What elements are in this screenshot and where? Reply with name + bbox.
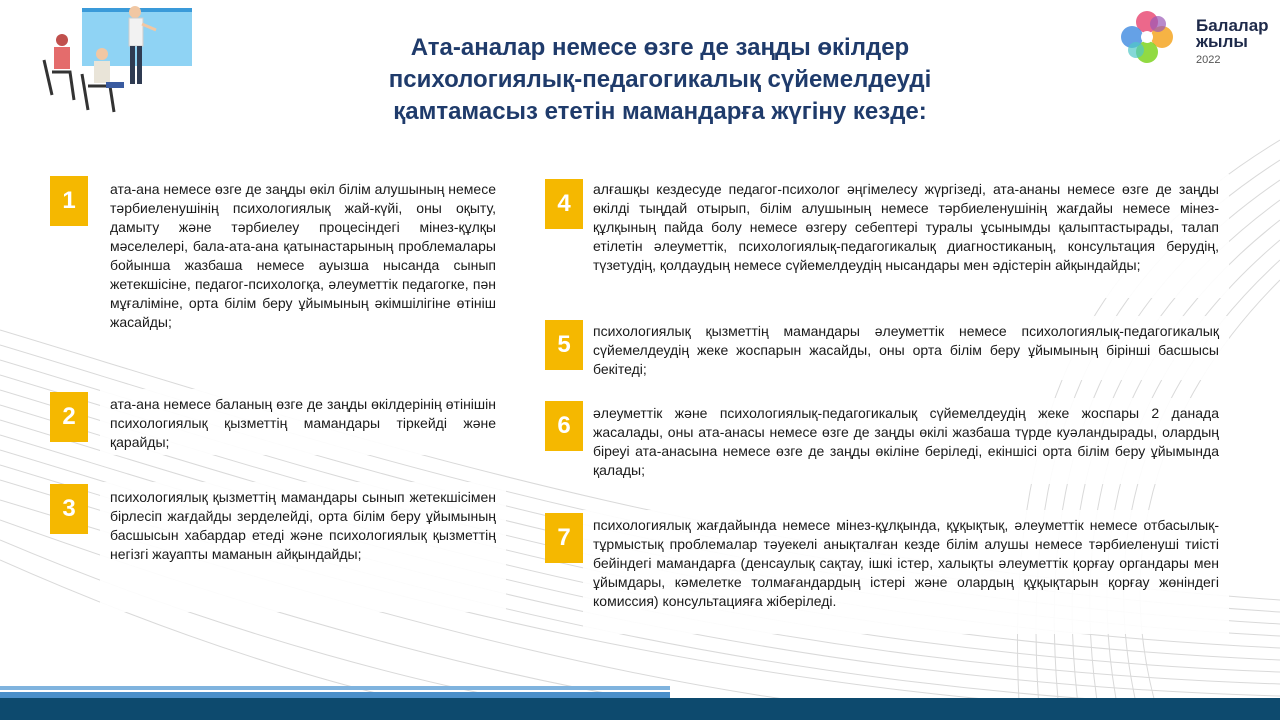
step-text-3: психологиялық қызметтің мамандары сынып жетекшісімен бірлесіп жағдайды зерделейді, орта білім беру ұйымының басшысын хабардар етеді және психологиялық қызметтің негізгі жауапты маманын айқындайды; [100, 482, 506, 612]
step-text-2: ата-ана немесе баланың өзге де заңды өкілдерінің өтінішін психологиялық қызметтің мамандары тіркейді және қарайды; [100, 389, 506, 455]
page-title [300, 32, 1020, 128]
logo-year: 2022 [1196, 54, 1221, 66]
step-number-4: 4 [545, 179, 583, 229]
title-line-1: Ата-аналар немесе өзге де заңды өкілдер [410, 34, 910, 61]
bottom-bar [0, 698, 1280, 720]
balalar-zhyly-logo [1118, 8, 1278, 72]
step-number-2: 2 [50, 392, 88, 442]
logo-line-2: жылы [1196, 32, 1248, 51]
step-text-7: психологиялық жағдайында немесе мінез-құлқында, құқықтық, әлеуметтік немесе отбасылық-тұрмыстық проблемалар тәуекелі анықталған кезде білім алушы немесе тәрбиеленуші тиісті бейіндегі мамандарға (денсаулық сақтау, ішкі істер, халықты әлеуметтік қорғау органдары мен ұйымдары, кәмелетке толмағандардың істері және олардың құқықтарын қорғау жөніндегі комиссия) консультацияға жіберіледі. [583, 510, 1229, 634]
step-number-5: 5 [545, 320, 583, 370]
logo-line-1: Балалар [1196, 16, 1269, 35]
logo-flower-icon [1118, 8, 1176, 66]
parents-consultation-illustration [30, 0, 220, 125]
step-text-4: алғашқы кездесуде педагог-психолог әңгімелесу жүргізеді, ата-ананы немесе өзге де заңды өкілді тыңдай отырып, білім алушының немесе тәрбиеленушінің жағдайы немесе мінез-құлқының пайда болу немесе өзгеру себептері туралы ұсынымды қалыптастырады, талап етілетін әлеуметтік, психологиялық-педагогикалық диагностиканың, консультация берудің, түзетудің, қолдаудың немесе сүйемелдеудің нысандары мен әдістерін айқындайды; [583, 174, 1229, 298]
bottom-accent-light [0, 686, 670, 690]
step-text-1: ата-ана немесе өзге де заңды өкіл білім алушының немесе тәрбиеленушінің психологиялық жай-күйі, оны оқыту, дамыту және тәрбиелеу процесіндегі мінез-құлқы мәселелері, бала-ата-ана қатынастарының проблемалары бойынша жазбаша немесе ауызша нысанда сынып жетекшісіне, педагог-психологқа, әлеуметтік педагогке, пән мұғаліміне, орта білім беру ұйымының әкімшілігіне өтініш жасайды; [100, 174, 506, 350]
step-text-6: әлеуметтік және психологиялық-педагогикалық сүйемелдеудің жеке жоспары 2 данада жасалады, оны ата-анасы немесе өзге де заңды өкілі жазбаша түрде куәландырады, олардың біреуі ата-анасына немесе өзге де заңды өкіліне беріледі, екіншісі орта білім беру ұйымында қалады; [583, 398, 1229, 484]
step-number-1: 1 [50, 176, 88, 226]
title-line-2: психологиялық-педагогикалық сүйемелдеуді [388, 66, 932, 93]
step-number-7: 7 [545, 513, 583, 563]
step-number-3: 3 [50, 484, 88, 534]
title-line-3: қамтамасыз ететін мамандарға жүгіну кезде: [393, 98, 927, 125]
step-text-5: психологиялық қызметтің мамандары әлеуметтік немесе психологиялық-педагогикалық сүйемелдеудің жеке жоспарын жасайды, оны орта білім беру ұйымының бірінші басшысы бекітеді; [583, 316, 1229, 380]
step-number-6: 6 [545, 401, 583, 451]
logo-text [1196, 18, 1269, 68]
